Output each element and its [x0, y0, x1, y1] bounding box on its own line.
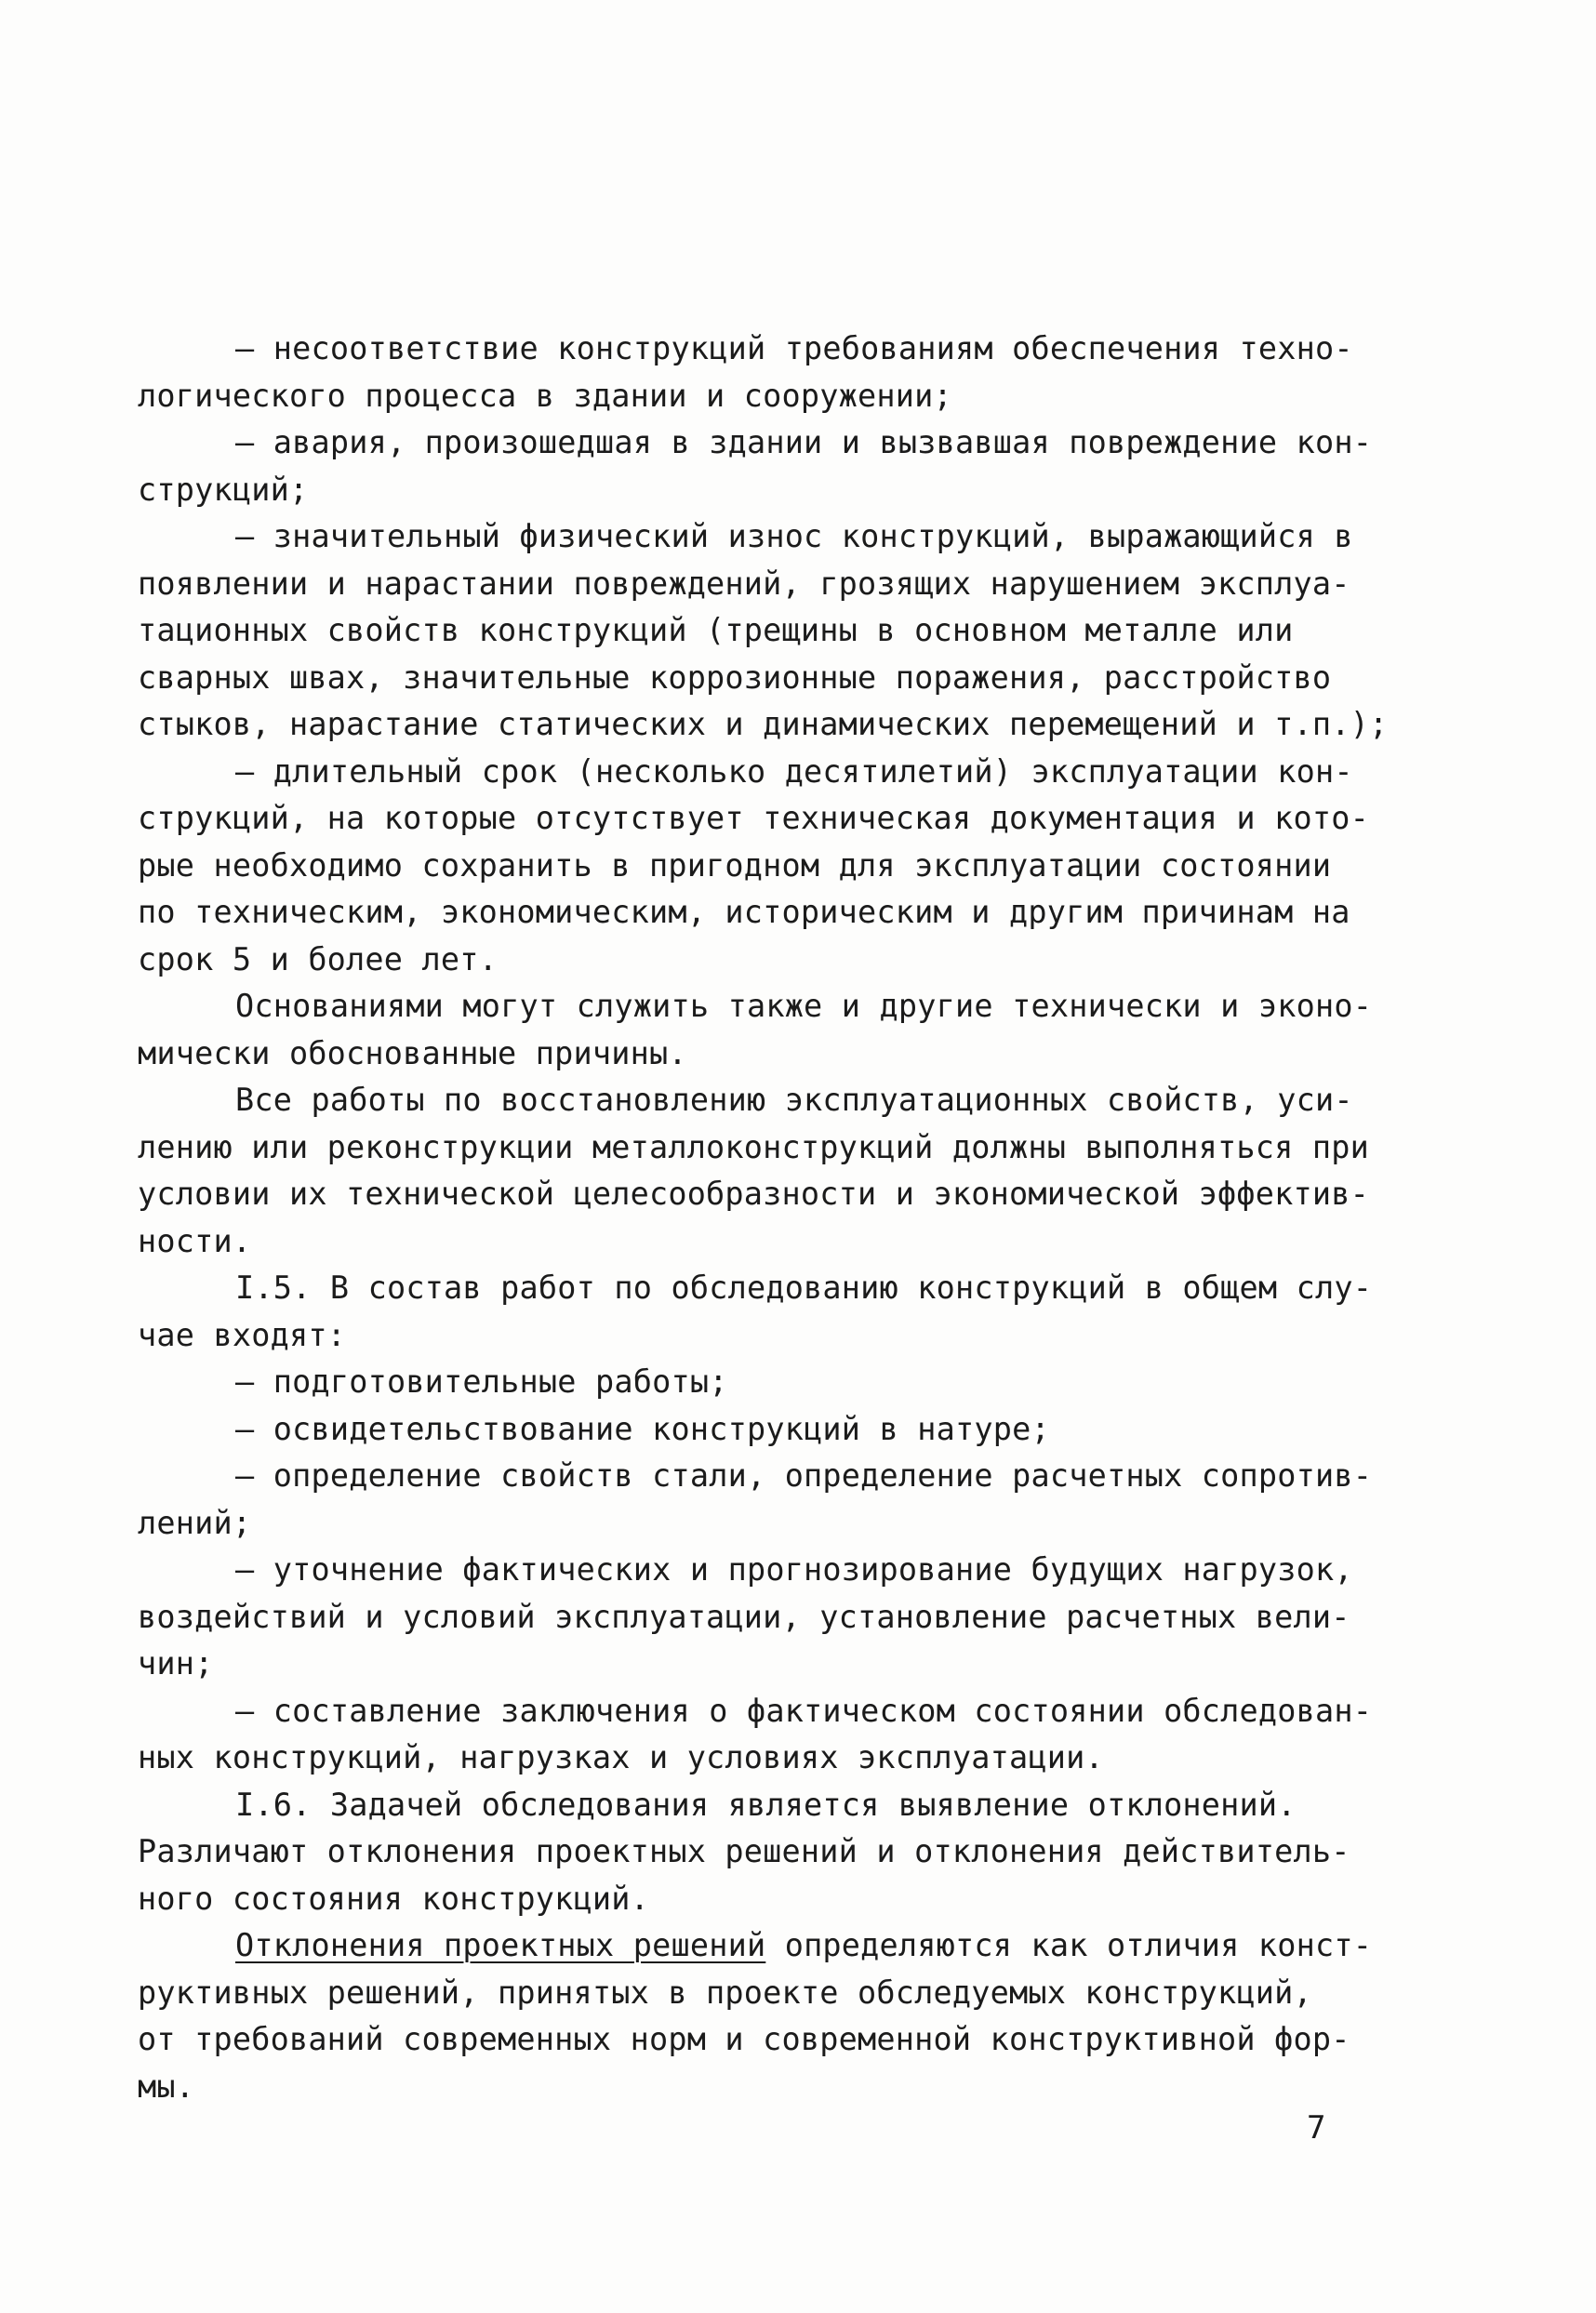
text-line: руктивных решений, принятых в проекте обследуемых конструкций,	[138, 1974, 1312, 2011]
text-line: ного состояния конструкций.	[138, 1880, 649, 1917]
text-line: чае входят:	[138, 1316, 347, 1353]
text-line: – подготовительные работы;	[235, 1363, 728, 1400]
text-line: мы.	[138, 2067, 195, 2105]
text-line: Все работы по восстановлению эксплуатационных свойств, уси-	[235, 1082, 1353, 1118]
text-line: по техническим, экономическим, историческим и другим причинам на	[138, 894, 1350, 930]
text-line: струкций, на которые отсутствует техническая документация и кото-	[138, 800, 1369, 836]
text-line: – авария, произошедшая в здании и вызвавшая повреждение кон-	[235, 424, 1373, 460]
text-line: логического процесса в здании и сооружении;	[138, 377, 952, 414]
text-line: от требований современных норм и современной конструктивной фор-	[138, 2021, 1350, 2057]
text-line: – длительный срок (несколько десятилетий) эксплуатации кон-	[235, 752, 1353, 790]
text-line: мически обоснованные причины.	[138, 1034, 687, 1071]
text-line: ности.	[138, 1222, 252, 1259]
text-line	[138, 1922, 1412, 1970]
text-line: – составление заключения о фактическом состоянии обследован-	[235, 1692, 1373, 1729]
text-line: рые необходимо сохранить в пригодном для эксплуатации состоянии	[138, 846, 1332, 884]
text-line: – несоответствие конструкций требованиям обеспечения техно-	[235, 330, 1353, 366]
text-line: – освидетельствование конструкций в натуре;	[235, 1410, 1050, 1447]
text-line: Основаниями могут служить также и другие технически и эконо-	[235, 988, 1373, 1024]
text-line: лению или реконструкции металлоконструкций должны выполняться при	[138, 1128, 1369, 1165]
text-line: Различают отклонения проектных решений и отклонения действитель-	[138, 1833, 1350, 1869]
text-line: – определение свойств стали, определение расчетных сопротив-	[235, 1457, 1373, 1494]
page-number: 7	[1307, 2109, 1326, 2147]
text-line: тационных свойств конструкций (трещины в основном металле или	[138, 612, 1294, 648]
text-line: воздействий и условий эксплуатации, установление расчетных вели-	[138, 1598, 1350, 1635]
text-line: срок 5 и более лет.	[138, 940, 499, 977]
document-body	[138, 326, 1412, 2110]
text-line: появлении и нарастании повреждений, грозящих нарушением эксплуа-	[138, 565, 1350, 602]
text-line: лений;	[138, 1504, 252, 1541]
text-line: ных конструкций, нагрузках и условиях эксплуатации.	[138, 1739, 1104, 1775]
text-line: стыков, нарастание статических и динамических перемещений и т.п.);	[138, 706, 1389, 742]
text-line: сварных швах, значительные коррозионные поражения, расстройство	[138, 658, 1332, 696]
text-line: I.6. Задачей обследования является выявление отклонений.	[235, 1786, 1297, 1823]
text-line: – значительный физический износ конструкций, выражающийся в	[235, 518, 1353, 554]
text-line: I.5. В состав работ по обследованию конструкций в общем слу-	[235, 1269, 1373, 1306]
text-line: условии их технической целесообразности и экономической эффектив-	[138, 1176, 1369, 1212]
text-line: – уточнение фактических и прогнозирование будущих нагрузок,	[235, 1551, 1353, 1588]
text-fragment: определяются как отличия конст-	[765, 1927, 1373, 1963]
text-line: струкций;	[138, 471, 309, 508]
text-line: чин;	[138, 1645, 214, 1682]
underlined-term: Отклонения проектных решений	[235, 1927, 766, 1963]
